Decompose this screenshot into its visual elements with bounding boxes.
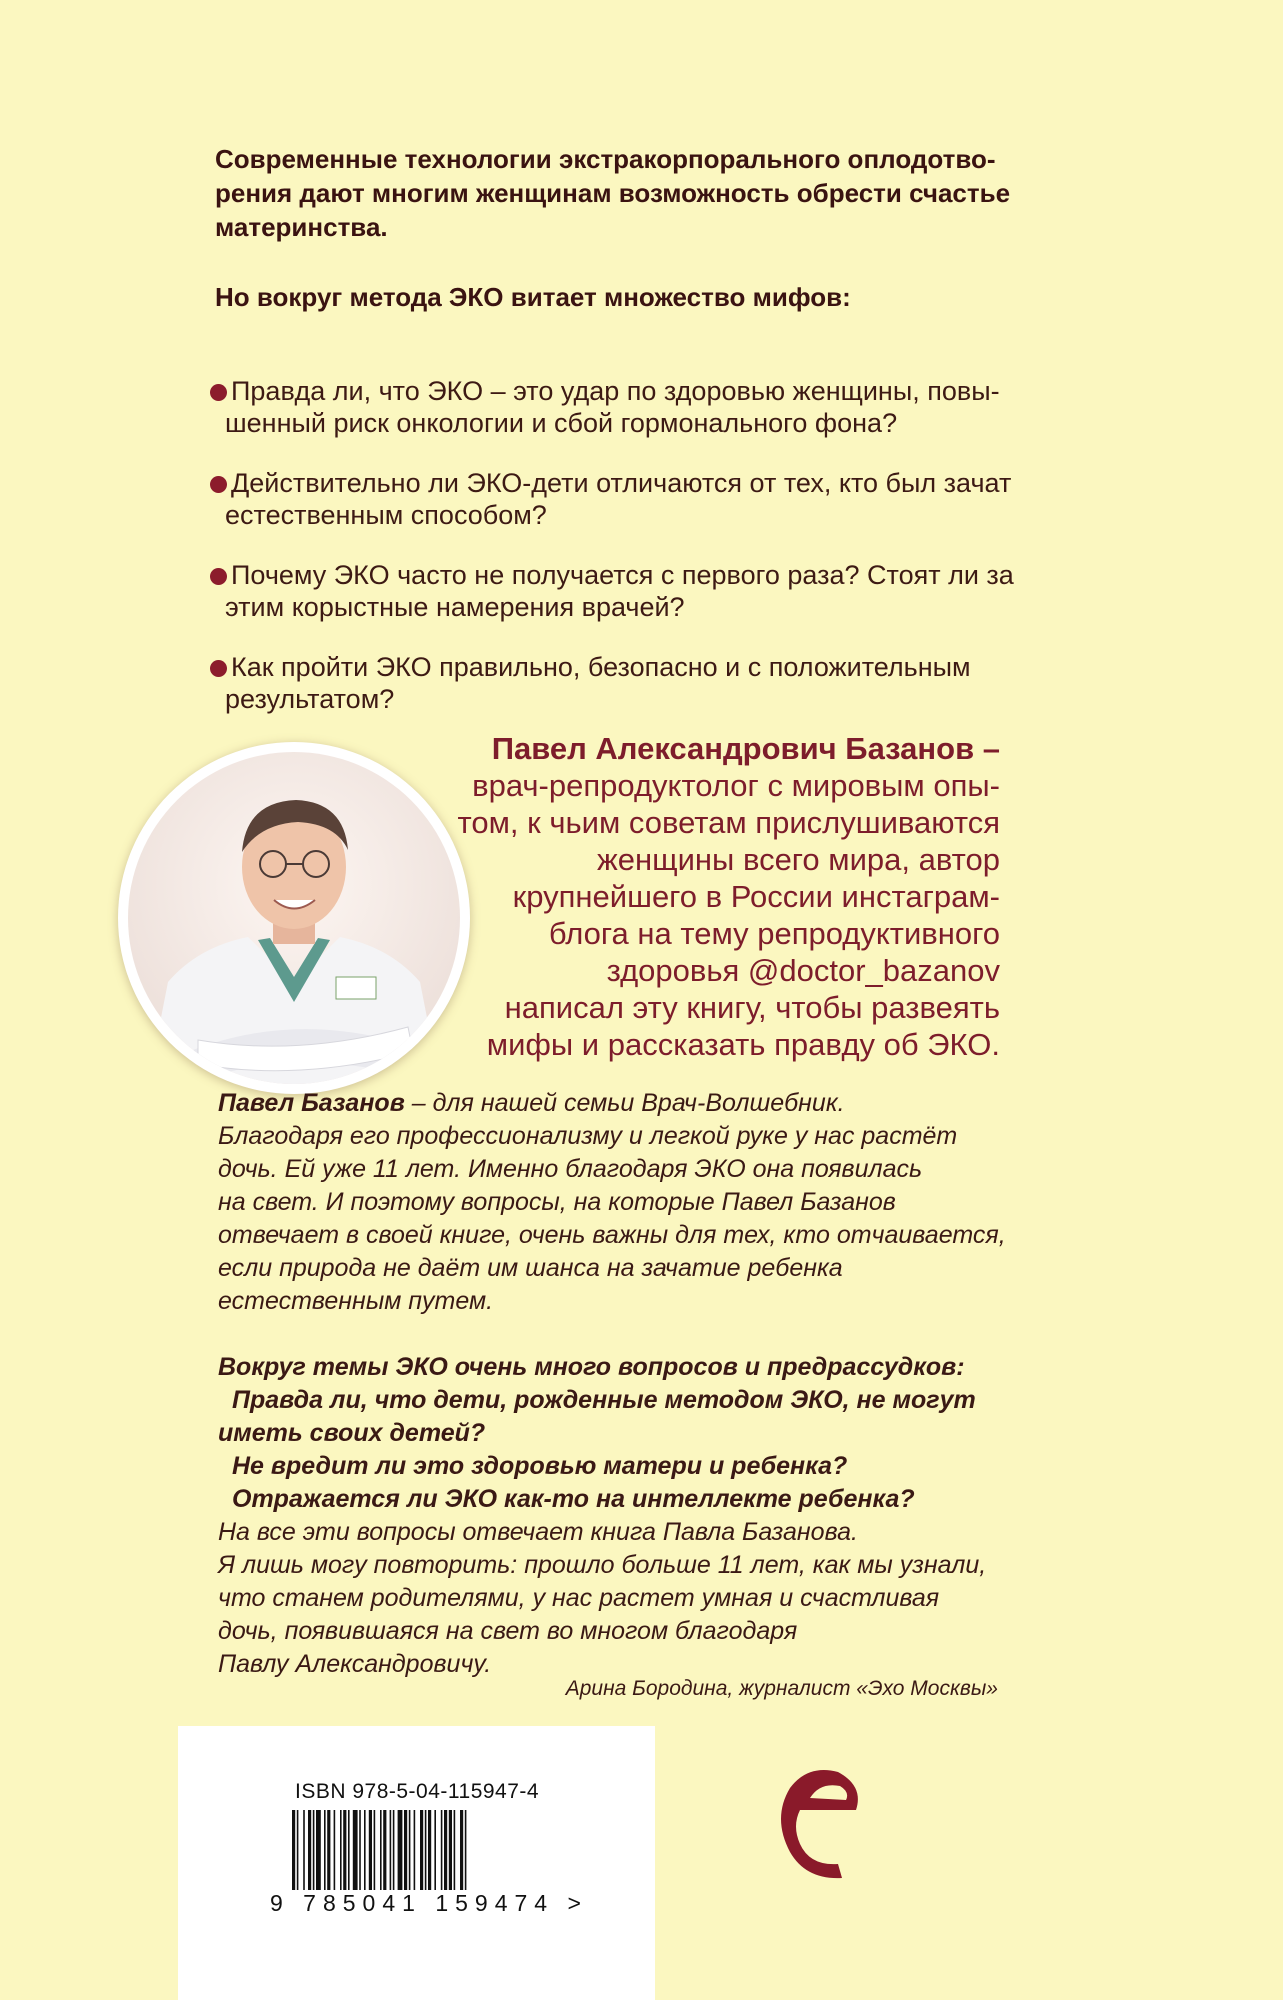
barcode-bar xyxy=(390,1810,392,1890)
barcode-bar xyxy=(404,1810,407,1890)
barcode-bar xyxy=(292,1810,295,1890)
author-line: мифы и рассказать правду об ЭКО. xyxy=(486,1027,1000,1062)
barcode-bar xyxy=(334,1810,336,1890)
intro-paragraph xyxy=(215,142,1035,244)
barcode-bar xyxy=(340,1810,342,1890)
barcode-bar xyxy=(353,1810,358,1890)
barcode-bar xyxy=(316,1810,321,1890)
barcode-bar xyxy=(303,1810,305,1890)
intro-line: материнства. xyxy=(215,212,388,242)
question-item xyxy=(210,559,1030,623)
bullet-dot-icon xyxy=(210,476,227,493)
portrait-illustration xyxy=(128,752,460,1084)
review2-line: Я лишь могу повторить: прошло больше 11 лет, как мы узнали, xyxy=(218,1551,987,1579)
author-line: врач-репродуктолог с мировым опы- xyxy=(472,768,1000,803)
author-line: женщины всего мира, автор xyxy=(597,842,1000,877)
review2-question: Отражается ли ЭКО как-то на интеллекте ребенка? xyxy=(232,1485,915,1513)
review2-question: Правда ли, что дети, рожденные методом ЭКО, не могут xyxy=(232,1386,976,1414)
review-line: отвечает в своей книге, очень важны для тех, кто отчаивается, xyxy=(218,1221,1006,1249)
intro-line: рения дают многим женщинам возможность обрести счастье xyxy=(215,178,1011,208)
barcode-bar xyxy=(308,1810,311,1890)
barcode-bar xyxy=(409,1810,411,1890)
author-line: здоровья @doctor_bazanov xyxy=(606,953,1000,988)
barcode-bar xyxy=(374,1810,376,1890)
barcode-bar xyxy=(449,1810,452,1890)
review-line: на свет. И поэтому вопросы, на которые Павел Базанов xyxy=(218,1188,896,1216)
review-line: естественным путем. xyxy=(218,1287,494,1315)
barcode-bar xyxy=(348,1810,350,1890)
isbn-text: ISBN 978-5-04-115947-4 xyxy=(295,1780,540,1803)
question-line: этим корыстные намерения врачей? xyxy=(225,592,685,622)
barcode-bar xyxy=(393,1810,395,1890)
review2-line: На все эти вопросы отвечает книга Павла Базанова. xyxy=(218,1518,858,1546)
bullet-dot-icon xyxy=(210,568,227,585)
barcode-bar xyxy=(425,1810,427,1890)
barcode-graphic xyxy=(290,1810,560,1890)
question-line: Почему ЭКО часто не получается с первого раза? Стоят ли за xyxy=(231,560,1014,590)
intro-line: Современные технологии экстракорпорального оплодотво- xyxy=(215,144,996,174)
barcode-bar xyxy=(398,1810,403,1890)
barcode-bar xyxy=(460,1810,463,1890)
review-line: если природа не даёт им шанса на зачатие ребенка xyxy=(218,1254,843,1282)
barcode-bar xyxy=(465,1810,467,1890)
review-first-line xyxy=(218,1087,1038,1120)
question-line: естественным способом? xyxy=(225,500,547,530)
review-first-line-rest: – для нашей семьи Врач-Волшебник. xyxy=(404,1089,845,1117)
barcode-bar xyxy=(327,1810,330,1890)
question-item xyxy=(210,651,1030,715)
barcode-bar xyxy=(420,1810,423,1890)
barcode-bar xyxy=(428,1810,431,1890)
review2-line: дочь, появившаяся на свет во многом благодаря xyxy=(218,1617,798,1645)
barcode-bar xyxy=(364,1810,366,1890)
barcode-bar xyxy=(383,1810,386,1890)
question-line: результатом? xyxy=(225,684,395,714)
review-author-name: Павел Базанов xyxy=(218,1089,405,1117)
review-line: дочь. Ей уже 11 лет. Именно благодаря ЭКО она появилась xyxy=(218,1155,923,1183)
question-line: шенный риск онкологии и сбой гормонального фона? xyxy=(225,408,898,438)
bullet-dot-icon xyxy=(210,384,227,401)
author-line: блога на тему репродуктивного xyxy=(548,916,1000,951)
review2-line: что станем родителями, у нас растет умная и счастливая xyxy=(218,1584,940,1612)
question-line: Как пройти ЭКО правильно, безопасно и с положительным xyxy=(231,652,971,682)
question-item xyxy=(210,467,1030,531)
question-line: Действительно ли ЭКО-дети отличаются от тех, кто был зачат xyxy=(231,468,1012,498)
author-line: написал эту книгу, чтобы развеять xyxy=(504,990,1000,1025)
review2-heading: Вокруг темы ЭКО очень много вопросов и предрассудков: xyxy=(218,1353,965,1381)
barcode-bar xyxy=(343,1810,346,1890)
barcode-bar xyxy=(369,1810,372,1890)
myths-heading: Но вокруг метода ЭКО витает множество мифов: xyxy=(215,282,851,312)
question-line: Правда ли, что ЭКО – это удар по здоровью женщины, повы- xyxy=(231,376,1000,406)
review2-question: Не вредит ли это здоровью матери и ребенка? xyxy=(232,1452,848,1480)
question-item xyxy=(210,375,1030,439)
review2-question: иметь своих детей? xyxy=(218,1419,486,1447)
barcode-bar xyxy=(313,1810,315,1890)
barcode-bar xyxy=(444,1810,447,1890)
author-line: крупнейшего в России инстаграм- xyxy=(512,879,1000,914)
review2-paragraph xyxy=(218,1351,1048,1681)
barcode-bar xyxy=(324,1810,326,1890)
review-paragraph xyxy=(218,1087,1038,1318)
review-signature: Арина Бородина, журналист «Эхо Москвы» xyxy=(565,1677,998,1700)
barcode-bar xyxy=(297,1810,299,1890)
barcode-bar xyxy=(414,1810,416,1890)
author-description xyxy=(430,730,1000,1063)
review2-line: Павлу Александровичу. xyxy=(218,1650,492,1678)
barcode-bar xyxy=(380,1810,382,1890)
bullet-dot-icon xyxy=(210,660,227,677)
review-line: Благодаря его профессионализму и легкой руке у нас растёт xyxy=(218,1122,958,1150)
author-line: том, к чьим советам прислушиваются xyxy=(457,805,1000,840)
barcode-digits: 9 785041 159474 > xyxy=(270,1890,588,1916)
barcode-bar xyxy=(359,1810,361,1890)
barcode-bar xyxy=(454,1810,456,1890)
barcode-bar xyxy=(441,1810,443,1890)
publisher-logo-icon xyxy=(770,1760,870,1890)
barcode-bar xyxy=(434,1810,436,1890)
author-name: Павел Александрович Базанов – xyxy=(491,731,1000,766)
author-portrait xyxy=(118,742,470,1094)
